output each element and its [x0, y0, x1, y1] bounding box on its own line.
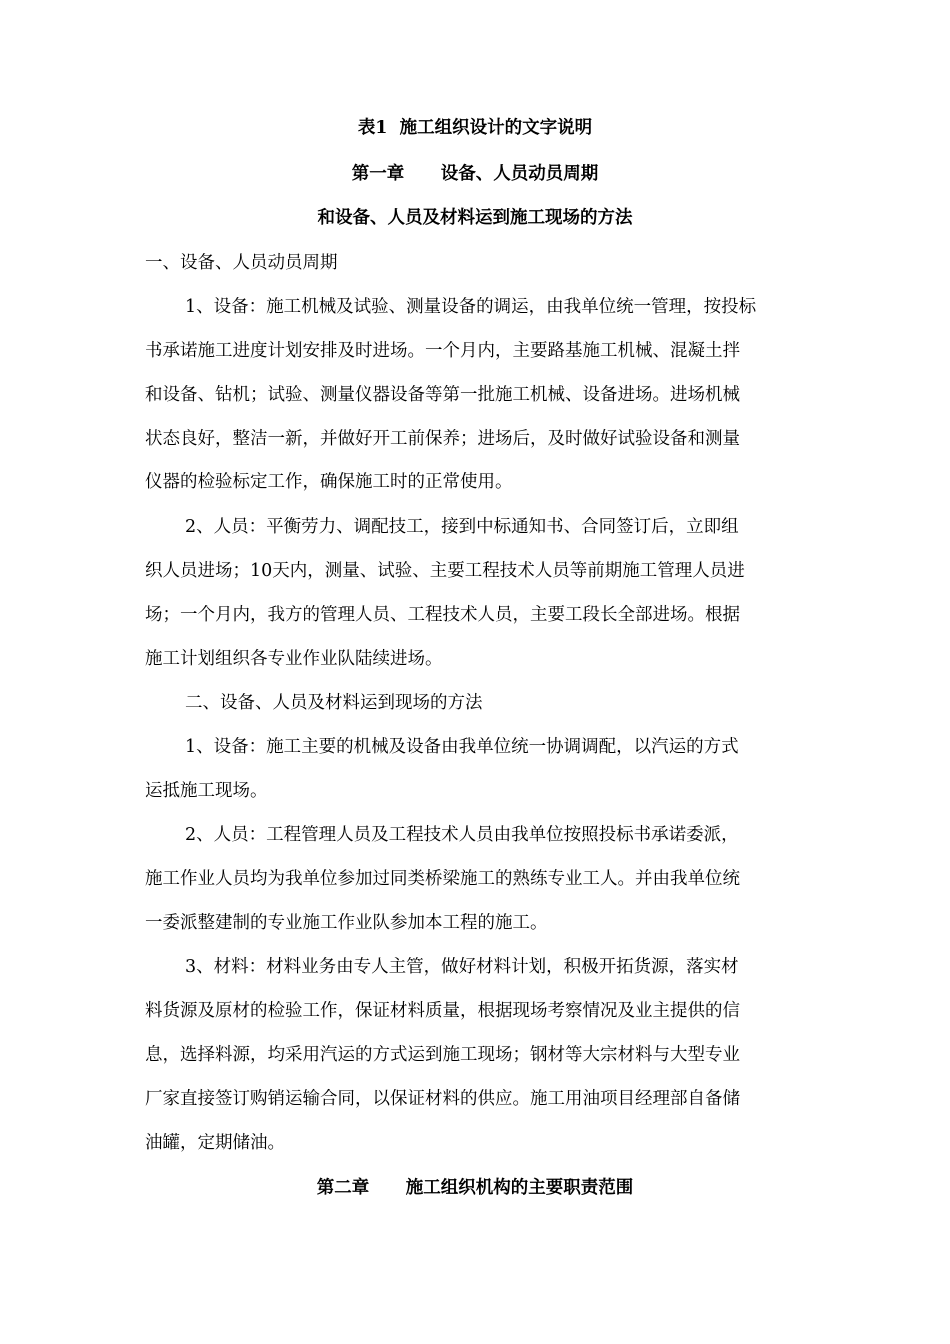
section2-para2-line: 2、人员：工程管理人员及工程技术人员由我单位按照投标书承诺委派， — [185, 825, 739, 845]
section1-para1-line: 书承诺施工进度计划安排及时进场。一个月内，主要路基施工机械、混凝土拌 — [145, 341, 740, 361]
section2-para3-line: 油罐，定期储油。 — [145, 1133, 285, 1153]
section2-para3-line: 厂家直接签订购销运输合同，以保证材料的供应。施工用油项目经理部自备储 — [145, 1089, 740, 1109]
chapter2-heading: 第二章 施工组织机构的主要职责范围 — [316, 1178, 634, 1198]
section2-para3-line: 料货源及原材的检验工作，保证材料质量，根据现场考察情况及业主提供的信 — [145, 1001, 740, 1021]
section1-para2-line: 织人员进场；10天内，测量、试验、主要工程技术人员等前期施工管理人员进 — [145, 561, 745, 581]
section2-para3-line: 3、材料：材料业务由专人主管，做好材料计划，积极开拓货源，落实材 — [185, 957, 739, 977]
section1-para1-line: 1、设备：施工机械及试验、测量设备的调运，由我单位统一管理，按投标 — [185, 297, 757, 317]
section2-heading: 二、设备、人员及材料运到现场的方法 — [185, 693, 483, 713]
section2-para1-line: 1、设备：施工主要的机械及设备由我单位统一协调调配，以汽运的方式 — [185, 737, 739, 757]
section1-heading: 一、设备、人员动员周期 — [145, 253, 338, 273]
section1-para2-line: 施工计划组织各专业作业队陆续进场。 — [145, 649, 443, 669]
chapter1-heading-line2: 和设备、人员及材料运到施工现场的方法 — [317, 208, 633, 228]
section2-para3-line: 息，选择料源，均采用汽运的方式运到施工现场；钢材等大宗材料与大型专业 — [145, 1045, 740, 1065]
section1-para2-line: 场；一个月内，我方的管理人员、工程技术人员，主要工段长全部进场。根据 — [145, 605, 740, 625]
section2-para2-line: 施工作业人员均为我单位参加过同类桥梁施工的熟练专业工人。并由我单位统 — [145, 869, 740, 889]
section1-para1-line: 状态良好，整洁一新，并做好开工前保养；进场后，及时做好试验设备和测量 — [145, 429, 740, 449]
section1-para1-line: 仪器的检验标定工作，确保施工时的正常使用。 — [145, 472, 513, 492]
section2-para2-line: 一委派整建制的专业施工作业队参加本工程的施工。 — [145, 913, 548, 933]
section1-para2-line: 2、人员：平衡劳力、调配技工，接到中标通知书、合同签订后，立即组 — [185, 517, 739, 537]
section1-para1-line: 和设备、钻机；试验、测量仪器设备等第一批施工机械、设备进场。进场机械 — [145, 385, 740, 405]
section2-para1-line: 运抵施工现场。 — [145, 781, 268, 801]
chapter1-heading-line1: 第一章 设备、人员动员周期 — [351, 164, 599, 184]
table-title: 表1 施工组织设计的文字说明 — [357, 118, 593, 138]
